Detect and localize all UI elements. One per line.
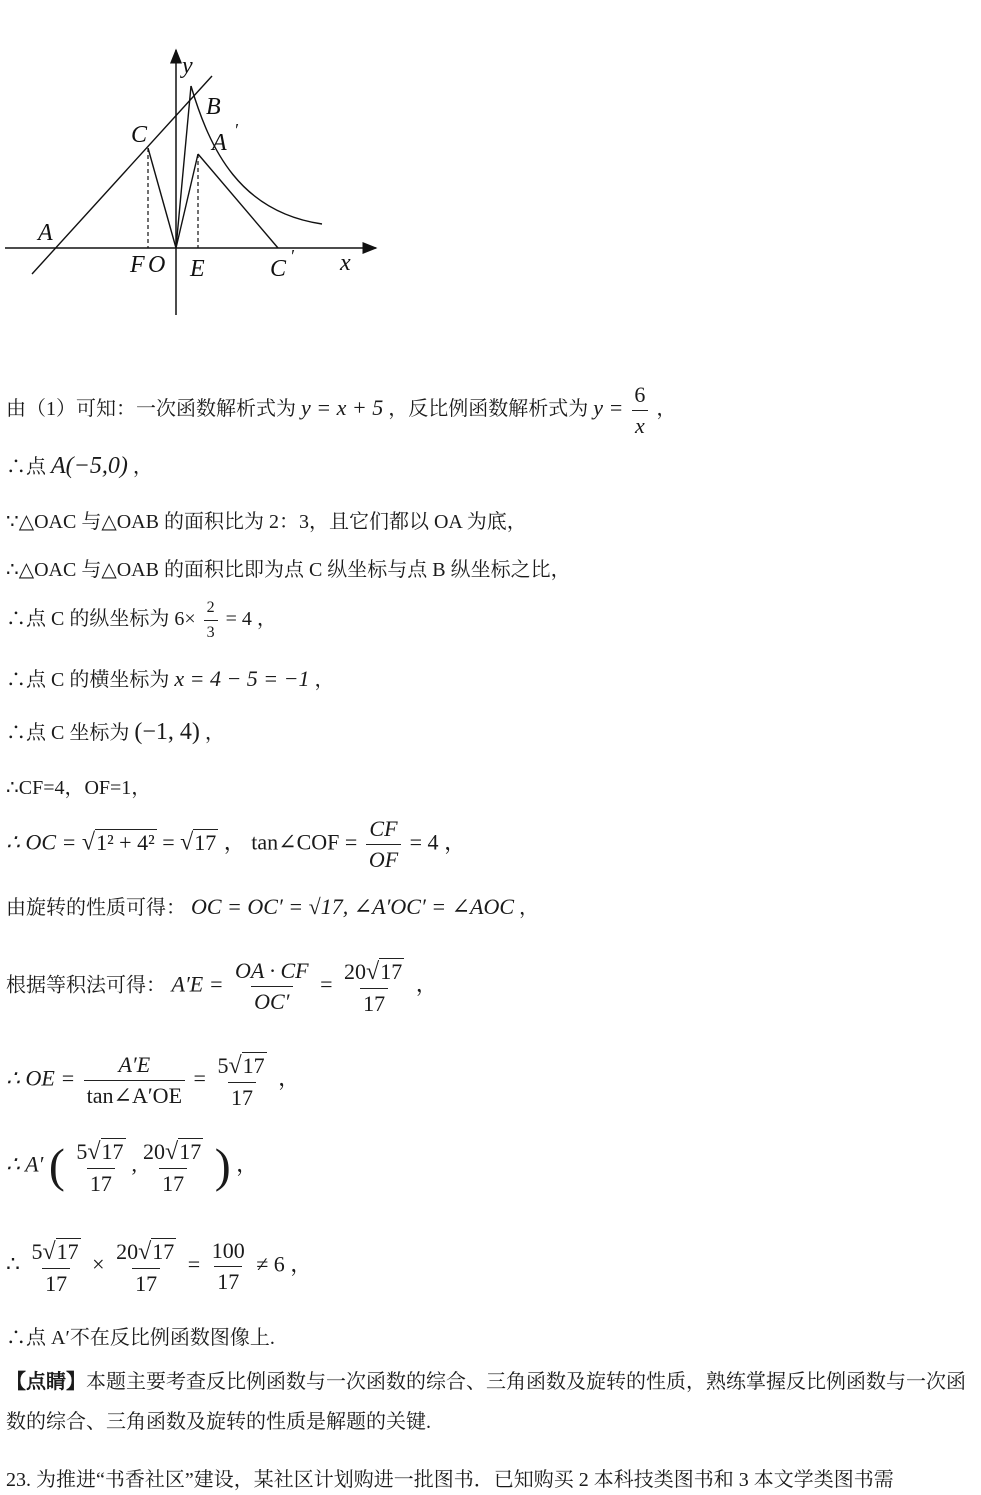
radical-sign: √ (138, 1239, 152, 1265)
den-tan-aoe: tan∠A′OE (84, 1080, 185, 1107)
math-times: × (92, 1251, 105, 1277)
num-20-root17 (113, 1238, 179, 1268)
radicand-17: 17 (242, 1053, 265, 1078)
frac-5r17-over-17 (214, 1052, 269, 1109)
num-6: 6 (634, 382, 646, 407)
line-3: ∵△OAC 与△OAB 的面积比为 2：3，且它们都以 OA 为底， (6, 511, 527, 533)
den-17: 17 (42, 1268, 70, 1295)
math-eq-4: = 4 (225, 608, 252, 631)
linear-function-line (32, 76, 212, 274)
num-cf: CF (369, 816, 398, 841)
num-20: 20 (143, 1139, 166, 1164)
math-tan-cof: tan∠COF = (251, 829, 358, 855)
frac-100-over-17 (209, 1240, 248, 1293)
num-5-root17 (214, 1052, 269, 1082)
num-20: 20 (344, 959, 367, 984)
line-7 (6, 720, 225, 744)
label-A: A (38, 220, 53, 246)
label-x: x (340, 250, 351, 276)
comma: ， (290, 1251, 313, 1277)
math-c-x: x = 4 − 5 = −1 (174, 666, 310, 691)
comma: ， (415, 971, 438, 997)
line-2 (6, 454, 153, 478)
comma: ， (204, 722, 225, 744)
math-ap-lhs: ∴ A′ (6, 1151, 44, 1177)
label-A-prime-mark: ′ (234, 120, 238, 140)
math-point-A: A(−5,0) (51, 453, 128, 479)
math-eq: = (187, 1251, 201, 1277)
coordinate-figure (0, 40, 400, 330)
num-2: 2 (206, 599, 215, 616)
den-17: 17 (159, 1168, 187, 1195)
line-1 (6, 384, 676, 437)
label-A-prime: A (212, 130, 227, 156)
line-5 (6, 600, 277, 641)
math-eq-4: = 4 (409, 829, 439, 855)
comma: ， (236, 1151, 259, 1177)
den-oc-prime: OC′ (251, 986, 292, 1013)
comma: ， (223, 829, 246, 855)
num-100: 100 (211, 1238, 245, 1263)
coord-comma: , (131, 1151, 138, 1177)
den-of: OF (366, 844, 401, 871)
num-5-root17 (73, 1138, 128, 1168)
comma: ， (132, 456, 153, 478)
num-20-root17 (140, 1138, 206, 1168)
den-17: 17 (87, 1168, 115, 1195)
therefore-symbol: ∴ (6, 1251, 20, 1277)
frac-cf-over-of (366, 818, 401, 871)
comma: ， (314, 669, 335, 691)
math-oc-lhs: ∴ OC = (6, 829, 77, 855)
den-3: 3 (204, 620, 218, 641)
comma: ， (444, 829, 467, 855)
radicand-17: 17 (194, 829, 217, 855)
label-C-prime: C (270, 256, 287, 282)
radical-sign: √ (81, 829, 96, 856)
segment-OC (148, 148, 176, 248)
math-ae-lhs: A′E = (171, 971, 224, 997)
den-x: x (632, 410, 648, 437)
den-17: 17 (228, 1082, 256, 1109)
num-5-root17 (29, 1238, 84, 1268)
label-O: O (148, 252, 166, 278)
text-l7: ∴点 C 坐标为 (6, 722, 130, 744)
text-l1: 由（1）可知：一次函数解析式为 (6, 398, 296, 421)
dianjing-paragraph (6, 1362, 978, 1442)
label-E: E (190, 256, 205, 282)
math-oe-lhs: ∴ OE = (6, 1065, 76, 1091)
line-8: ∴CF=4，OF=1， (6, 777, 152, 799)
label-C: C (131, 122, 148, 148)
radical-sign: √ (165, 1139, 179, 1165)
frac-5r17-over-17 (73, 1138, 128, 1195)
label-B: B (206, 94, 221, 120)
radicand-17: 17 (101, 1139, 124, 1164)
radicand-17: 17 (152, 1239, 175, 1264)
math-eq: = (320, 971, 333, 997)
num-5: 5 (31, 1239, 43, 1264)
num-5: 5 (76, 1139, 88, 1164)
radicand-17: 17 (380, 959, 403, 984)
frac-20r17-over-17 (140, 1138, 206, 1195)
question-23: 23. 为推进“书香社区”建设，某社区计划购进一批图书．已知购买 2 本科技类图书和 3 本文学类图书需 (6, 1469, 894, 1491)
line-14 (6, 1238, 312, 1295)
radicand-17: 17 (56, 1239, 79, 1264)
line-12 (6, 1052, 300, 1109)
math-eq: = (193, 1065, 206, 1091)
num-5: 5 (217, 1053, 229, 1078)
frac-oacf-over-oc (232, 960, 312, 1013)
label-C-prime-mark: ′ (290, 246, 294, 266)
den-17: 17 (132, 1268, 160, 1295)
math-eq: = (162, 829, 175, 855)
line-11 (6, 958, 438, 1015)
math-ne-6: ≠ 6 (256, 1251, 285, 1277)
frac-20r17-over-17 (113, 1238, 179, 1295)
label-F: F (130, 252, 145, 278)
num-20: 20 (116, 1239, 139, 1264)
line-9 (6, 818, 466, 871)
line-6 (6, 668, 335, 690)
frac-5r17-over-17 (29, 1238, 84, 1295)
radicand-17: 17 (179, 1139, 202, 1164)
num-ae: A′E (118, 1052, 151, 1077)
den-17: 17 (214, 1266, 242, 1293)
segment-OB (176, 86, 191, 248)
line-4: ∴△OAC 与△OAB 的面积比即为点 C 纵坐标与点 B 纵坐标之比， (6, 559, 571, 581)
math-linear: y = x + 5 (301, 395, 384, 421)
comma: ， (519, 897, 540, 919)
text-l11: 根据等积法可得： (6, 974, 166, 997)
num-oa-cf: OA · CF (235, 958, 309, 983)
num-20-root17 (341, 958, 407, 988)
comma: ， (278, 1065, 301, 1091)
radical-sign: √ (228, 1053, 242, 1079)
math-recip-lhs: y = (593, 395, 624, 421)
math-6-times: 6× (174, 608, 196, 631)
text-l2: ∴点 (6, 456, 46, 478)
frac-2-over-3 (204, 600, 218, 641)
line-10 (6, 896, 539, 918)
segment-OA-prime (176, 154, 198, 248)
line-15: ∴点 A′不在反比例函数图像上. (6, 1327, 275, 1349)
text-l5: ∴点 C 的纵坐标为 (6, 608, 170, 631)
frac-6-over-x (631, 384, 648, 437)
radical-sign: √ (42, 1239, 56, 1265)
line-13 (6, 1138, 258, 1195)
left-paren: ( (48, 1139, 65, 1193)
radical-sign: √ (180, 829, 194, 856)
radicand-1-4: 1² + 4² (96, 829, 155, 855)
math-c-point: (−1, 4) (134, 719, 200, 745)
comma: ， (256, 608, 277, 631)
frac-20r17-over-17 (341, 958, 407, 1015)
right-paren: ) (214, 1139, 231, 1193)
dianjing-tag: 【点睛】 (6, 1371, 86, 1393)
text-l1b: ，反比例函数解析式为 (388, 398, 589, 421)
text-l10: 由旋转的性质可得： (6, 897, 186, 919)
label-y: y (182, 53, 193, 79)
frac-ae-over-tan (84, 1054, 185, 1107)
text-l6: ∴点 C 的横坐标为 (6, 669, 170, 691)
radical-sign: √ (87, 1139, 101, 1165)
comma: ， (656, 398, 677, 421)
segment-A-prime-C-prime (198, 154, 278, 248)
dianjing-text: 本题主要考查反比例函数与一次函数的综合、三角函数及旋转的性质，熟练掌握反比例函数与一次函数的综合、三角函数及旋转的性质是解题的关键. (6, 1371, 966, 1433)
math-rotation: OC = OC′ = √17, ∠A′OC′ = ∠AOC (191, 894, 515, 919)
radical-sign: √ (366, 959, 380, 985)
den-17: 17 (360, 988, 388, 1015)
